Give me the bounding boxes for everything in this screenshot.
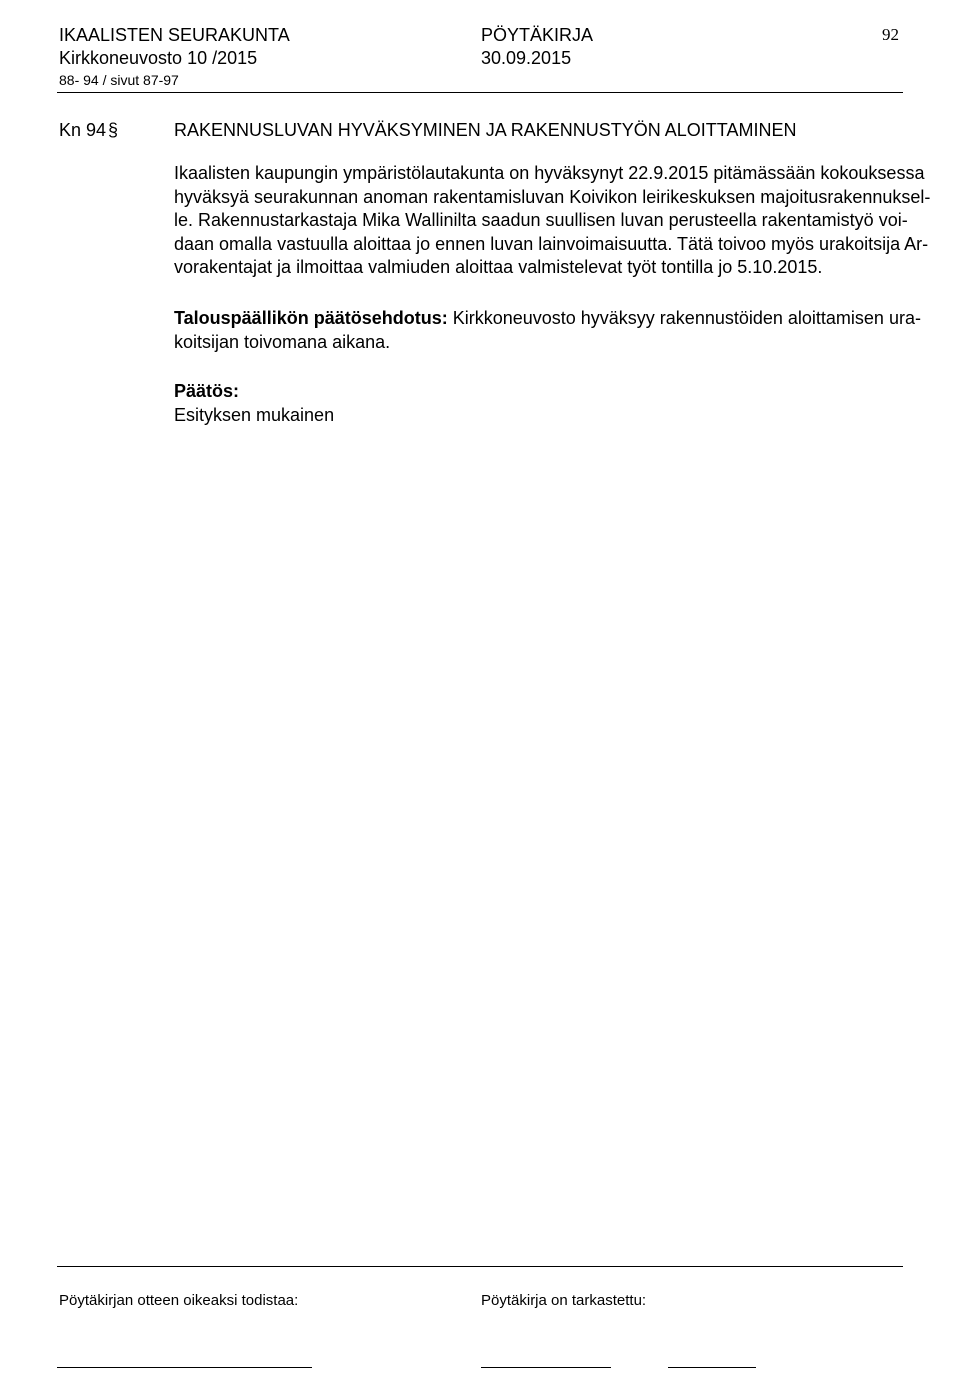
meeting-name: Kirkkoneuvosto 10 /2015 (59, 48, 258, 68)
decision-text: Esityksen mukainen (174, 404, 335, 425)
meeting-date: 30.09.2015 (481, 48, 572, 68)
paragraph-line: le. Rakennustarkastaja Mika Wallinilta saadun suullisen luvan perusteella rakentamistyö voi- (174, 210, 908, 230)
proposal (174, 307, 921, 354)
decision (174, 380, 334, 427)
signature-line-checker-2 (668, 1367, 756, 1368)
proposal-label: Talouspäällikön päätösehdotus: (174, 308, 448, 328)
signature-line-checker-1 (481, 1367, 611, 1368)
checked-label: Pöytäkirja on tarkastettu: (481, 1292, 647, 1309)
proposal-text: Kirkkoneuvosto hyväksyy rakennustöiden aloittamisen ura- (452, 308, 921, 328)
footer-divider (57, 1266, 903, 1267)
proposal-text-continued: koitsijan toivomana aikana. (174, 331, 391, 352)
section-symbol: § (108, 120, 119, 140)
section-number: Kn 94 (59, 120, 107, 140)
paragraph-line: Ikaalisten kaupungin ympäristölautakunta on hyväksynyt 22.9.2015 pitämässään kokouksessa (174, 163, 925, 183)
decision-label: Päätös: (174, 381, 240, 401)
section-range: 88- 94 / sivut 87-97 (59, 72, 179, 88)
page-number: 92 (882, 25, 899, 44)
signature-line-certifier (57, 1367, 312, 1368)
paragraph-line: vorakentajat ja ilmoittaa valmiuden aloittaa valmistelevat työt tontilla jo 5.10.2015. (174, 257, 823, 277)
organization-name: IKAALISTEN SEURAKUNTA (59, 25, 290, 45)
header-divider (57, 92, 903, 93)
section-title: RAKENNUSLUVAN HYVÄKSYMINEN JA RAKENNUSTYÖN ALOITTAMINEN (174, 120, 797, 140)
certified-label: Pöytäkirjan otteen oikeaksi todistaa: (59, 1292, 299, 1309)
main-paragraph (174, 162, 930, 280)
paragraph-line: hyväksyä seurakunnan anoman rakentamisluvan Koivikon leirikeskuksen majoitusrakennuksel- (174, 186, 931, 207)
paragraph-line: daan omalla vastuulla aloittaa jo ennen luvan lainvoimaisuutta. Tätä toivoo myös urakoitsija Ar- (174, 233, 929, 254)
document-type: PÖYTÄKIRJA (481, 25, 594, 45)
